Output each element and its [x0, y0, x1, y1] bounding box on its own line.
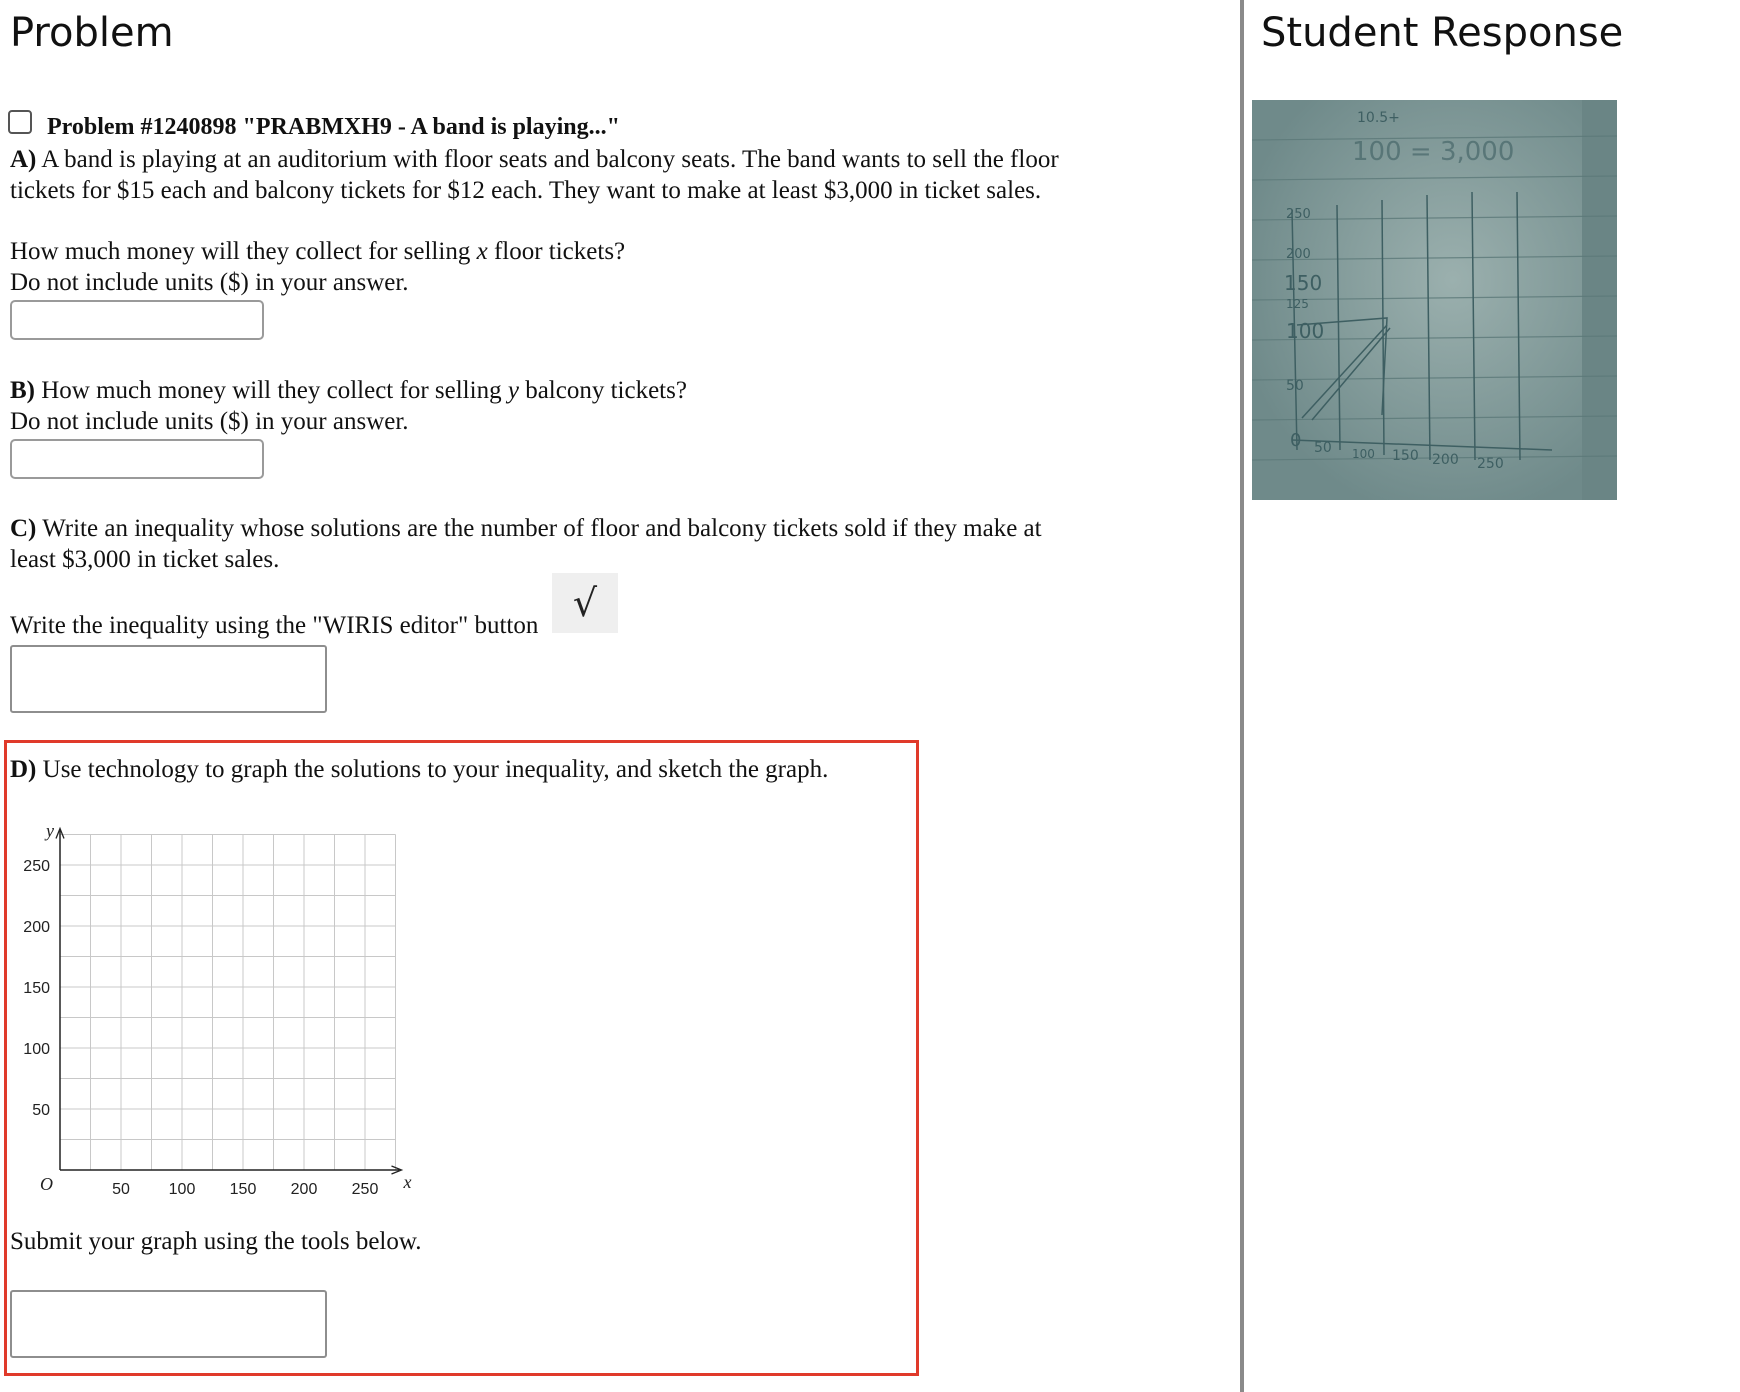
part-a-question-after: floor tickets?	[487, 238, 626, 265]
y-tick-label: 50	[32, 1102, 50, 1119]
part-a-answer-input[interactable]	[10, 300, 264, 340]
y-tick-label: 100	[23, 1041, 50, 1058]
part-c-instruction: Write the inequality using the "WIRIS editor" button	[10, 612, 539, 639]
part-a-text-1: A band is playing at an auditorium with floor seats and balcony seats. The band wants to sell the floor	[36, 146, 1059, 173]
handwritten-x-50: 50	[1314, 440, 1332, 456]
part-b-question	[10, 375, 687, 406]
handwritten-x-250: 250	[1477, 456, 1504, 472]
x-tick-label: 50	[112, 1181, 130, 1198]
part-b-question-after: balcony tickets?	[518, 377, 687, 404]
handwritten-x-150: 150	[1392, 448, 1419, 464]
part-a-label: A)	[10, 146, 37, 173]
problem-panel-title: Problem	[10, 10, 174, 56]
coordinate-grid-chart	[10, 820, 412, 1205]
problem-header: Problem #1240898 "PRABMXH9 - A band is playing..."	[47, 114, 620, 140]
handwritten-y-200: 200	[1286, 247, 1311, 262]
x-tick-label: 250	[351, 1181, 379, 1198]
part-a-text-line2: tickets for $15 each and balcony tickets for $12 each. They want to make at least $3,000 in ticket sales.	[10, 177, 1042, 204]
origin-label: O	[40, 1174, 53, 1194]
part-b-answer-input[interactable]	[10, 439, 264, 479]
handwritten-x-100: 100	[1352, 447, 1375, 461]
photo-edge-shade	[1582, 100, 1617, 500]
part-d-submit-text: Submit your graph using the tools below.	[10, 1228, 422, 1255]
part-d-answer-textarea[interactable]	[10, 1290, 327, 1358]
part-c-text-line1	[10, 513, 1042, 544]
part-c-answer-textarea[interactable]	[10, 645, 327, 713]
part-d-label: D)	[10, 756, 37, 783]
y-tick-label: 200	[23, 919, 50, 936]
part-b-label: B)	[10, 377, 35, 404]
y-tick-label: 250	[23, 858, 50, 875]
part-c-text-1: Write an inequality whose solutions are the number of floor and balcony tickets sold if they make at	[36, 515, 1042, 542]
part-b-variable: y	[507, 377, 519, 404]
part-a-text-line1	[10, 144, 1059, 175]
handwritten-top-note: 10.5+	[1357, 110, 1400, 126]
part-a-question	[10, 236, 625, 267]
part-c-text-line2: least $3,000 in ticket sales.	[10, 546, 280, 573]
handwritten-equation: 100 = 3,000	[1352, 137, 1515, 167]
part-b-note: Do not include units ($) in your answer.	[10, 408, 409, 435]
x-tick-label: 150	[229, 1181, 257, 1198]
wiris-editor-button[interactable]	[552, 573, 618, 633]
handwritten-y-125: 125	[1286, 297, 1309, 311]
square-root-icon: √	[572, 581, 598, 625]
problem-select-checkbox[interactable]	[8, 110, 32, 134]
part-a-note: Do not include units ($) in your answer.	[10, 269, 409, 296]
part-d-text	[10, 754, 828, 785]
y-axis-label: y	[46, 820, 54, 841]
part-a-question-before: How much money will they collect for selling	[10, 238, 477, 265]
part-c-label: C)	[10, 515, 37, 542]
handwritten-y-150: 150	[1284, 271, 1323, 295]
x-axis-label: x	[403, 1172, 412, 1192]
handwritten-x-200: 200	[1432, 452, 1459, 468]
y-tick-label: 150	[23, 980, 50, 997]
x-tick-label: 100	[168, 1181, 196, 1198]
part-a-variable: x	[476, 238, 488, 265]
part-b-question-before: How much money will they collect for selling	[35, 377, 508, 404]
handwritten-x-0: 0	[1290, 430, 1302, 451]
student-response-title: Student Response	[1261, 10, 1624, 56]
handwritten-y-250: 250	[1286, 207, 1311, 222]
handwritten-y-50: 50	[1286, 378, 1304, 394]
student-response-image[interactable]	[1252, 100, 1617, 500]
part-d-text-body: Use technology to graph the solutions to your inequality, and sketch the graph.	[36, 756, 829, 783]
handwritten-y-100: 100	[1286, 319, 1325, 343]
x-tick-label: 200	[290, 1181, 318, 1198]
